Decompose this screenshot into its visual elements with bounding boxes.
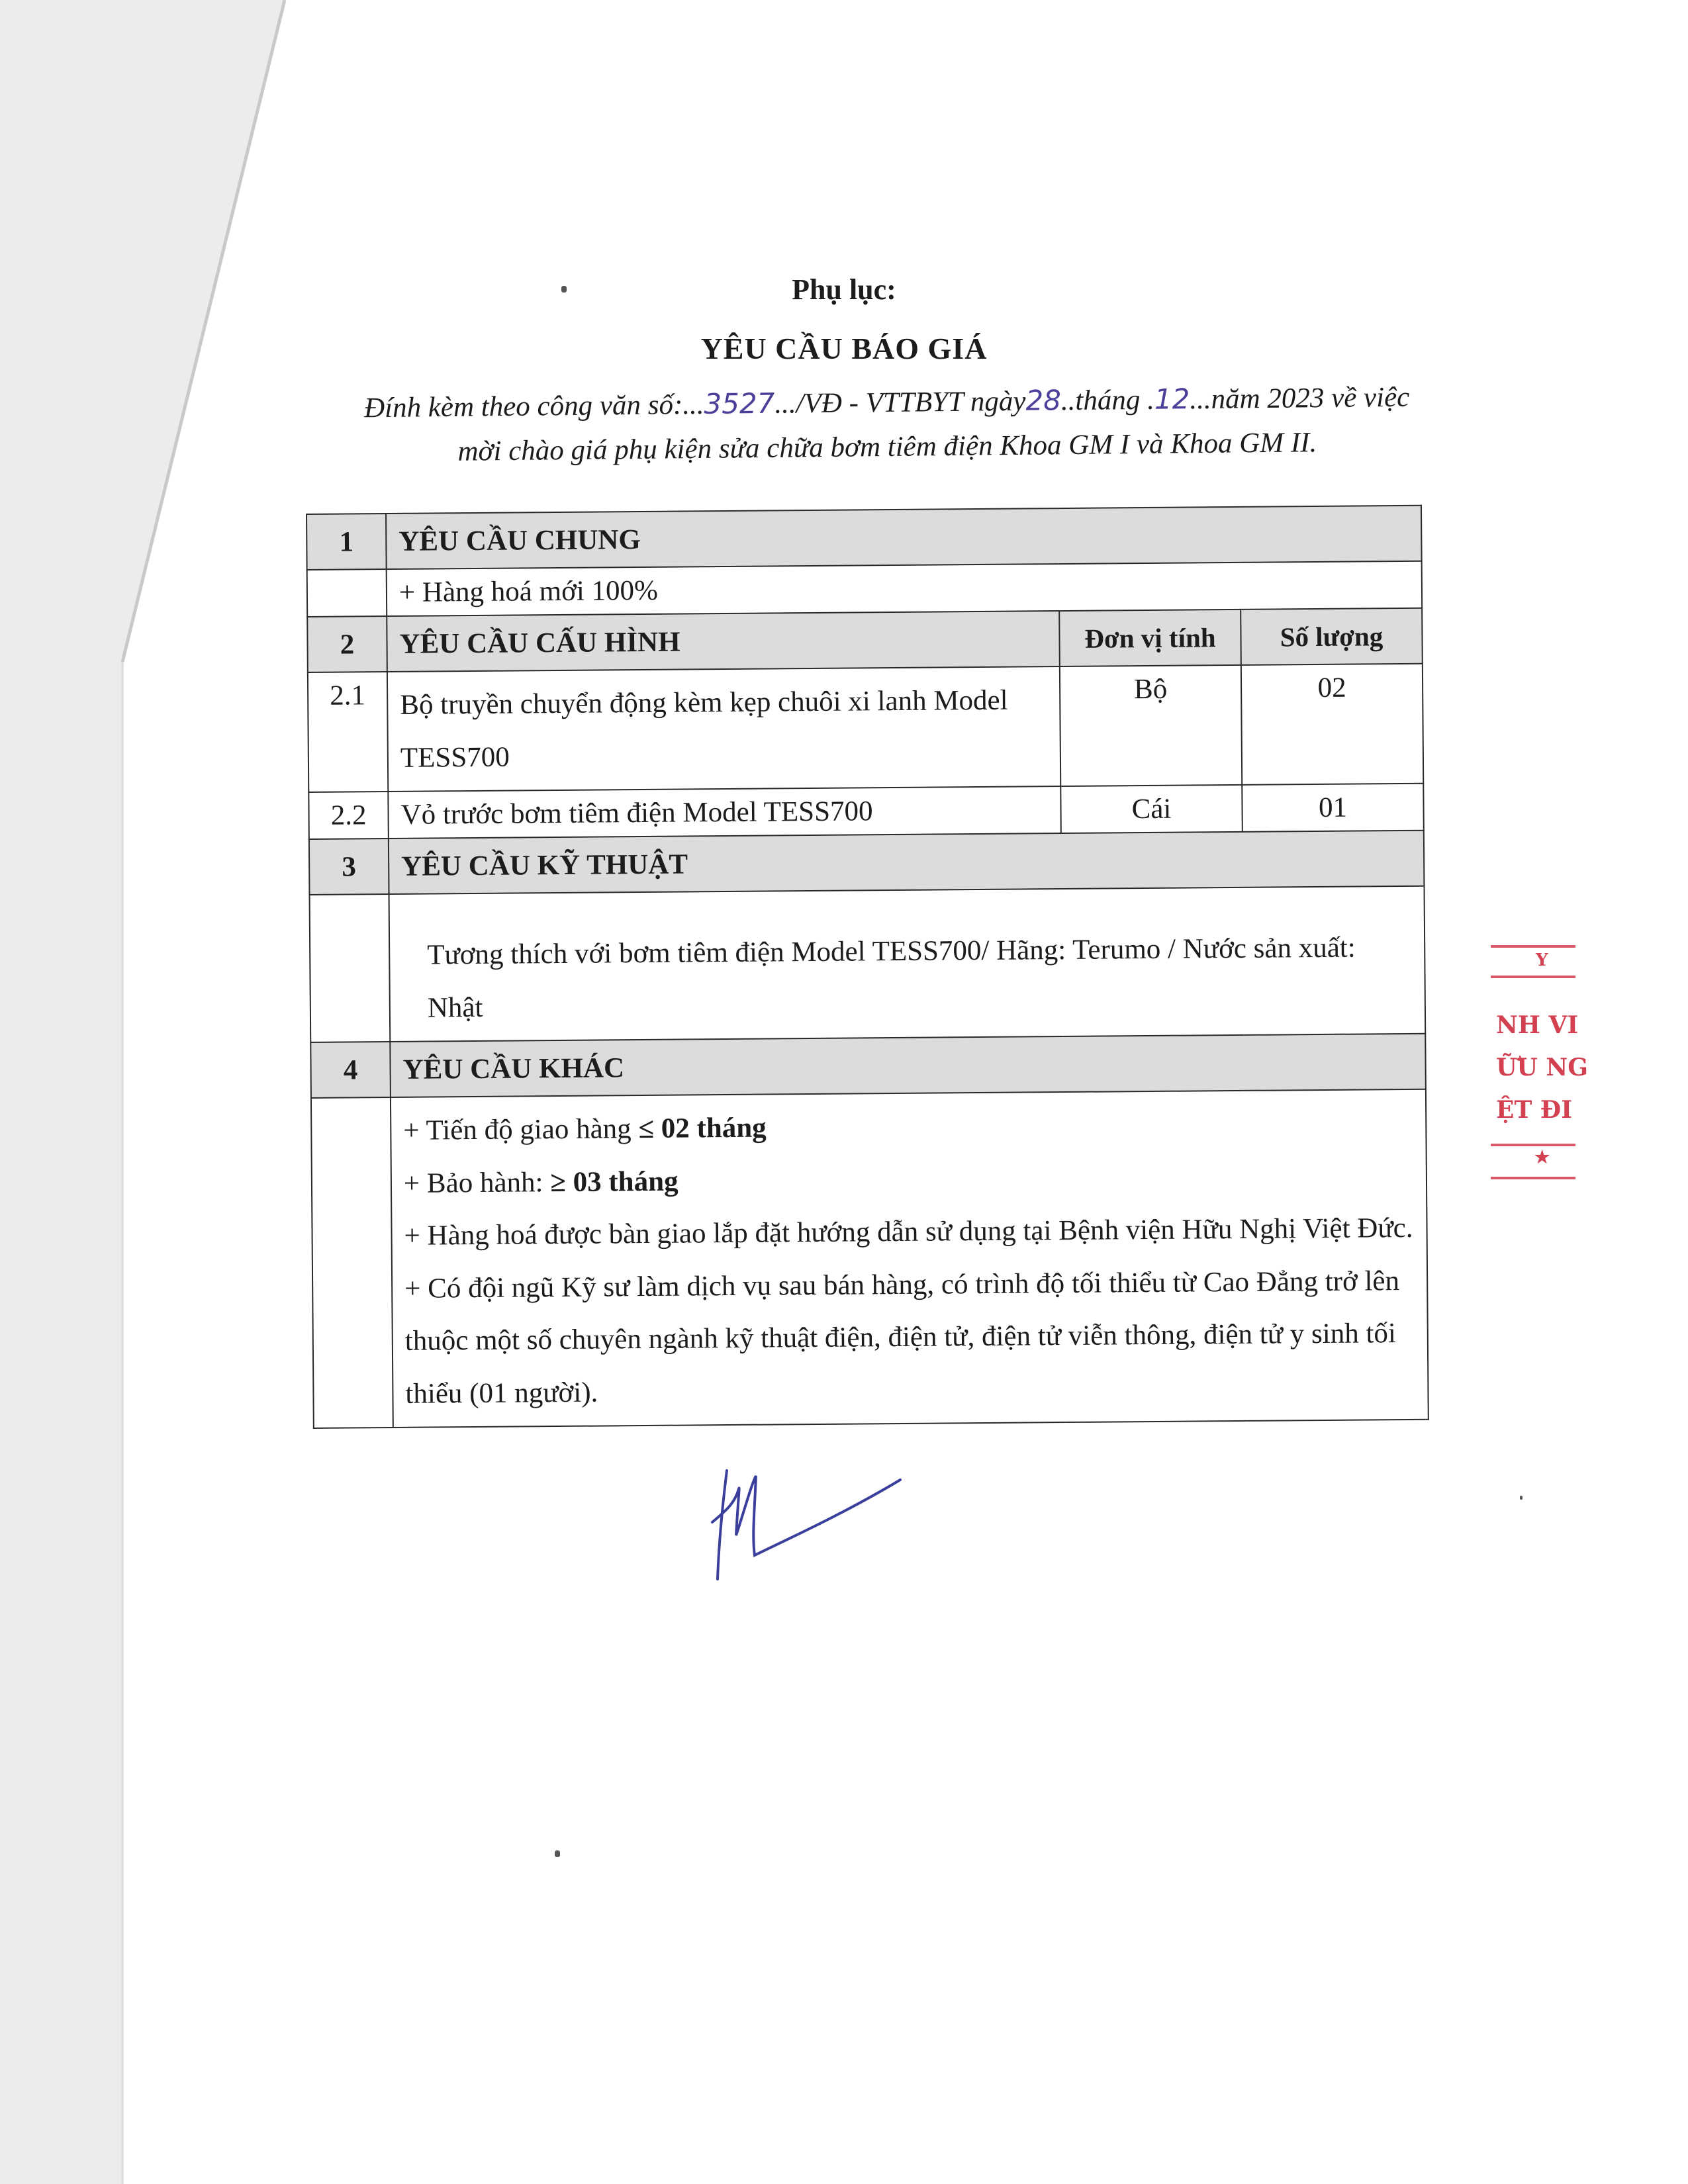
section-row-configuration (307, 608, 1423, 672)
section-number: 2 (307, 616, 387, 672)
attach-line2: mời chào giá phụ kiện sửa chữa bơm tiêm điện Khoa GM I và Khoa GM II. (457, 426, 1317, 467)
section-title: YÊU CẦU CẤU HÌNH (387, 611, 1060, 672)
section-row-technical (309, 831, 1425, 895)
stamp-top-letter: Y (1536, 950, 1548, 970)
attach-mid2: ..tháng . (1060, 384, 1155, 417)
section-row-general (306, 506, 1422, 570)
attach-mid3: ...năm 2023 về việc (1190, 381, 1410, 416)
section-row-other (310, 1034, 1426, 1098)
other-content (391, 1089, 1429, 1428)
item-description: Vỏ trước bơm tiêm điện Model TESS700 (388, 786, 1061, 839)
warranty-value: ≥ 03 tháng (550, 1165, 679, 1198)
page-title: Phụ lục: (792, 273, 896, 306)
section-title: YÊU CẦU CHUNG (386, 506, 1422, 569)
stamp-line2: ỮU NG (1496, 1054, 1588, 1081)
section-title: YÊU CẦU KHÁC (390, 1034, 1426, 1097)
delivery-line (403, 1097, 1414, 1158)
requirements-table (306, 505, 1429, 1430)
section-number: 4 (310, 1042, 391, 1098)
stamp-line1: NH VI (1496, 1011, 1579, 1039)
technical-text: Tương thích với bơm tiêm điện Model TESS700/ Hãng: Terumo / Nước sản xuất: Nhật (427, 932, 1356, 1024)
empty-cell (307, 569, 387, 617)
empty-cell (311, 1097, 393, 1428)
stamp-line3: ỆT ĐI (1496, 1096, 1573, 1124)
signature-icon (708, 1463, 907, 1582)
unit-column-header: Đơn vị tính (1059, 610, 1241, 666)
attachment-note (251, 374, 1523, 476)
page-subtitle: YÊU CẦU BÁO GIÁ (700, 332, 988, 365)
table-row (311, 1089, 1429, 1428)
attach-mid1: .../VĐ - VTTBYT ngày (774, 385, 1026, 420)
section-number: 3 (309, 839, 389, 895)
speck (1520, 1496, 1523, 1500)
speck (561, 286, 567, 293)
red-stamp (1483, 927, 1588, 1205)
table-row (310, 886, 1426, 1042)
technical-content (389, 886, 1426, 1042)
engineer-line: + Có đội ngũ Kỹ sư làm dịch vụ sau bán hàng, có trình độ tối thiểu từ Cao Đẳng trở lên thuộc một số chuyên ngành kỹ thuật điện, điện tử, điện tử viễn thông, điện tử y sinh tối thiểu (01 người). (404, 1265, 1400, 1410)
section-number: 1 (306, 514, 387, 570)
handwritten-doc-number: 3527 (704, 387, 775, 420)
speck (555, 1850, 560, 1857)
warranty-label: + Bảo hành: (403, 1166, 551, 1199)
item-description: Bộ truyền chuyển động kèm kẹp chuôi xi lanh Model TESS700 (387, 666, 1060, 792)
stamp-star: ★ (1534, 1148, 1550, 1167)
handover-line: + Hàng hoá được bàn giao lắp đặt hướng dẫn sử dụng tại Bệnh viện Hữu Nghị Việt Đức. (404, 1212, 1413, 1252)
table-row (307, 561, 1423, 617)
empty-cell (310, 894, 391, 1042)
delivery-label: + Tiến độ giao hàng (403, 1113, 639, 1147)
table-row (308, 664, 1423, 792)
quantity-column-header: Số lượng (1241, 608, 1423, 665)
item-unit: Cái (1060, 785, 1243, 833)
item-quantity: 01 (1242, 784, 1424, 832)
general-content: + Hàng hoá mới 100% (387, 561, 1423, 616)
attach-prefix: Đính kèm theo công văn số:... (363, 388, 704, 424)
section-title: YÊU CẦU KỸ THUẬT (389, 831, 1425, 894)
handwritten-day: 28 (1025, 384, 1062, 417)
delivery-value: ≤ 02 tháng (638, 1112, 767, 1145)
handwritten-month: 12 (1154, 383, 1190, 416)
item-number: 2.1 (308, 672, 388, 792)
item-number: 2.2 (308, 792, 389, 839)
item-quantity: 02 (1241, 664, 1423, 785)
table-row (308, 784, 1424, 839)
item-unit: Bộ (1060, 665, 1242, 786)
warranty-line (404, 1150, 1415, 1210)
